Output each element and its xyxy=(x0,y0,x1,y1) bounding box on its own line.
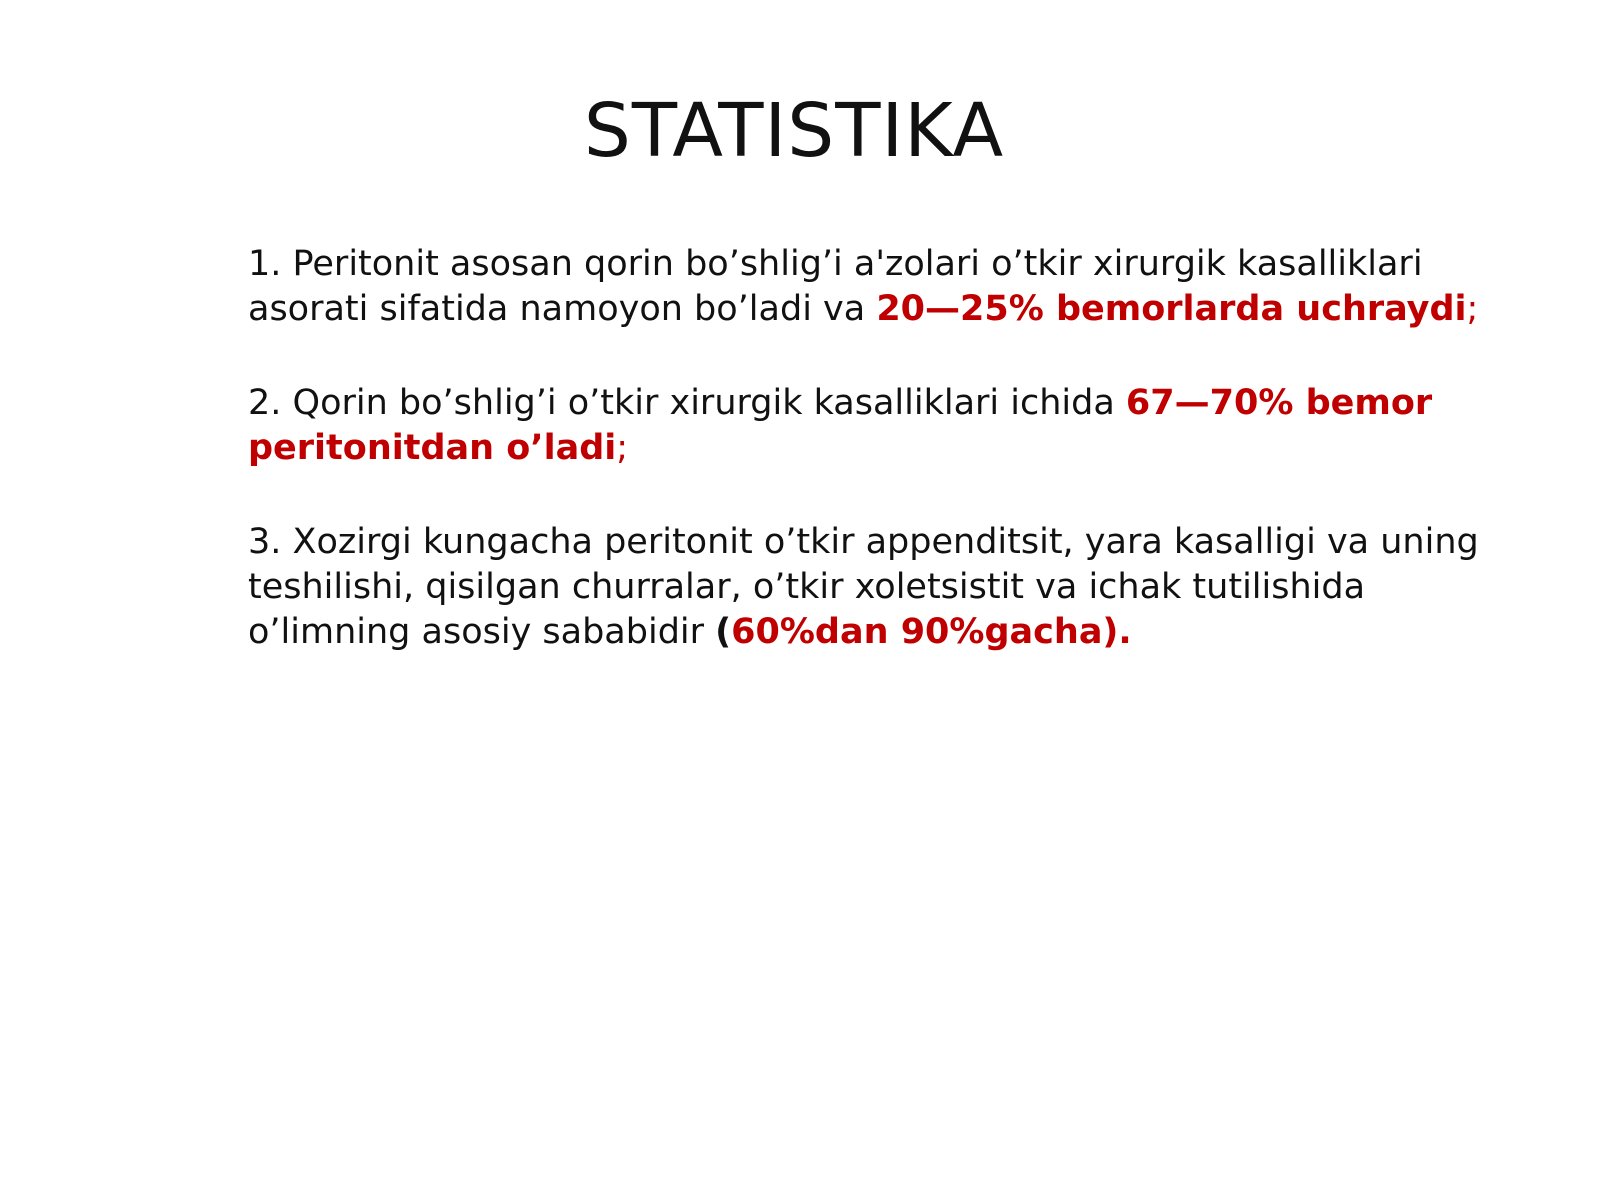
item-open-paren: ( xyxy=(715,612,732,652)
item-text: Peritonit asosan qorin bo’shlig’i a'zolari o’tkir xirurgik kasalliklari asorati sifatida namoyon bo’ladi va xyxy=(248,244,1423,329)
statistic-item-2 xyxy=(248,381,1508,471)
slide-title: STATISTIKA xyxy=(583,88,1005,174)
item-end: ; xyxy=(616,428,629,468)
item-text: Xozirgi kungacha peritonit o’tkir appenditsit, yara kasalligi va uning teshilishi, qisilgan churralar, o’tkir xoletsistit va ichak tutilishida o’limning asosiy sababidir xyxy=(248,522,1479,652)
item-highlight: 67—70% bemor peritonitdan o’ladi xyxy=(248,383,1433,468)
item-text: Qorin bo’shlig’i o’tkir xirurgik kasalliklari ichida xyxy=(281,383,1126,423)
item-number: 2. xyxy=(248,383,282,423)
item-number: 1. xyxy=(248,244,282,284)
item-highlight: 20—25% bemorlarda uchraydi xyxy=(876,289,1467,329)
item-number: 3. xyxy=(248,522,282,562)
statistic-item-3 xyxy=(248,520,1508,655)
item-highlight: 60%dan 90%gacha). xyxy=(731,612,1132,652)
statistic-item-1 xyxy=(248,242,1508,332)
item-end: ; xyxy=(1466,289,1479,329)
statistics-list xyxy=(248,242,1508,704)
